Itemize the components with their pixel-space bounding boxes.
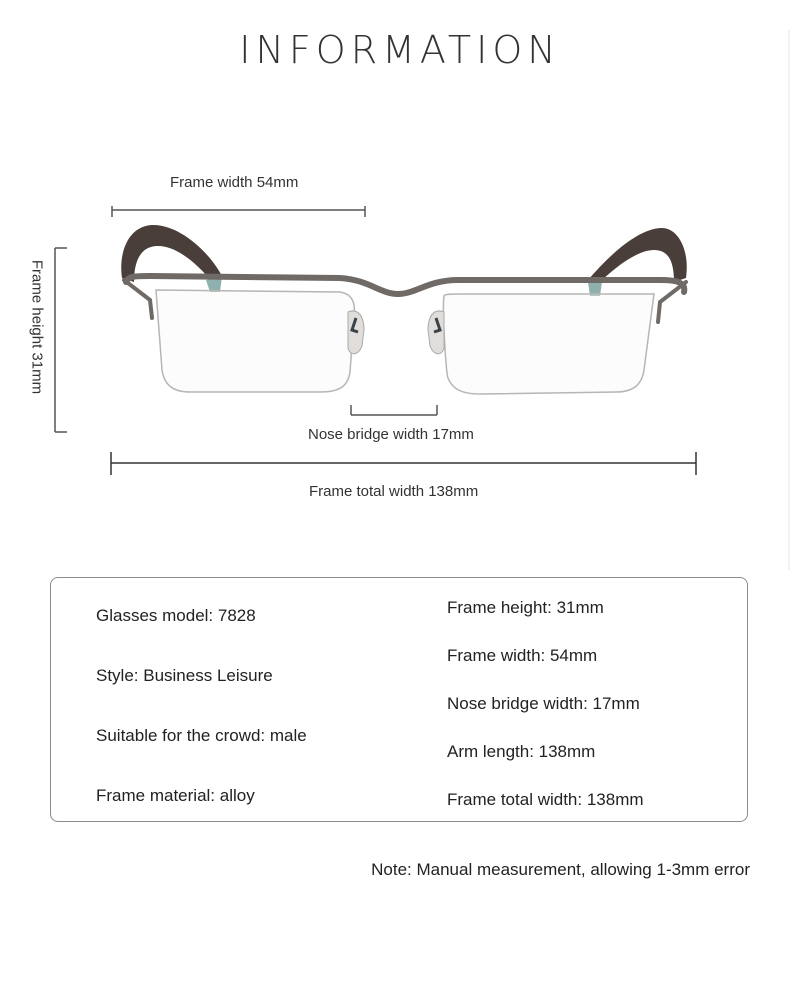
spec-frame-width: Frame width: 54mm bbox=[447, 646, 598, 665]
measurement-note: Note: Manual measurement, allowing 1-3mm error bbox=[371, 860, 750, 879]
spec-frame-height: Frame height: 31mm bbox=[447, 598, 604, 617]
spec-arm-length: Arm length: 138mm bbox=[447, 742, 596, 761]
spec-crowd: Suitable for the crowd: male bbox=[96, 726, 307, 745]
spec-total-width: Frame total width: 138mm bbox=[447, 790, 644, 809]
nose-bridge-label: Nose bridge width 17mm bbox=[308, 426, 474, 443]
temple-arms bbox=[121, 225, 687, 296]
lenses bbox=[156, 290, 654, 394]
frame-height-bracket bbox=[55, 248, 67, 432]
total-width-label: Frame total width 138mm bbox=[309, 483, 479, 500]
spec-material: Frame material: alloy bbox=[96, 786, 255, 805]
frame-height-label: Frame height 31mm bbox=[28, 259, 46, 395]
total-width-line bbox=[111, 452, 696, 475]
page-title: INFORMATION bbox=[239, 28, 561, 72]
spec-nose-bridge: Nose bridge width: 17mm bbox=[447, 694, 640, 713]
spec-style: Style: Business Leisure bbox=[96, 666, 273, 685]
nose-bridge-bracket bbox=[351, 405, 437, 415]
frame-width-bracket bbox=[112, 206, 365, 217]
frame-width-label: Frame width 54mm bbox=[170, 174, 299, 191]
spec-model: Glasses model: 7828 bbox=[96, 606, 256, 625]
spec-box bbox=[50, 577, 748, 822]
nose-pads bbox=[348, 311, 444, 354]
